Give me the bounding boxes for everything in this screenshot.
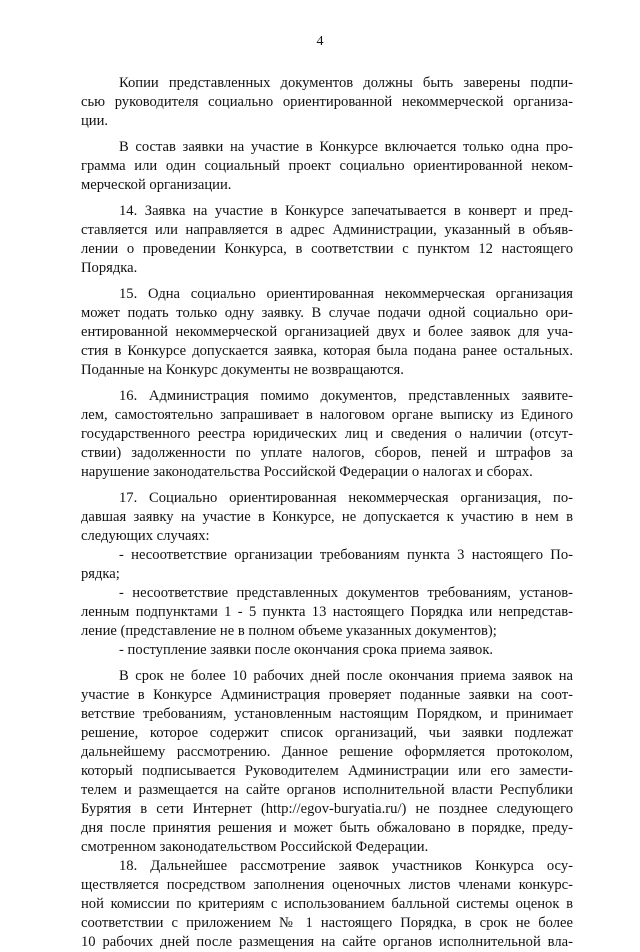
text-line: 16. Администрация помимо документов, представленных заявите- — [119, 388, 573, 404]
paragraph — [81, 387, 573, 482]
text-line: Копии представленных документов должны быть заверены подпи- — [119, 75, 573, 91]
text-line: Поданные на Конкурс документы не возвращаются. — [81, 362, 404, 378]
text-line: ствии) задолженности по уплате налогов, сборов, пеней и штрафов за — [81, 445, 573, 461]
text-line: - несоответствие представленных документов требованиям, установ- — [119, 585, 573, 601]
text-line: смотренном законодательством Российской Федерации. — [81, 839, 429, 855]
text-line: ществляется посредством заполнения оценочных листов членами конкурс- — [81, 877, 573, 893]
text-line: В состав заявки на участие в Конкурсе включается только одна про- — [119, 139, 573, 155]
text-line: ветствие требованиям, установленным настоящим Порядком, и принимает — [81, 706, 573, 722]
text-line: следующих случаях: — [81, 528, 210, 544]
text-line: - несоответствие организации требованиям пункта 3 настоящего По- — [119, 547, 573, 563]
paragraph — [81, 74, 573, 131]
text-line: давшая заявку на участие в Конкурсе, не допускается к участию в нем в — [81, 509, 573, 525]
text-line: Бурятия в сети Интернет (http://egov-buryatia.ru/) не позднее следующего — [81, 801, 573, 817]
text-line: решение, которое содержит список организаций, чьи заявки подлежат — [81, 725, 573, 741]
text-line: дня после принятия решения и может быть обжаловано в порядке, преду- — [81, 820, 573, 836]
list-item — [81, 641, 573, 660]
paragraph — [81, 285, 573, 380]
list-item — [81, 546, 573, 584]
text-line: 14. Заявка на участие в Конкурсе запечатывается в конверт и пред- — [119, 203, 573, 219]
text-line: сью руководителя социально ориентированной некоммерческой организа- — [81, 94, 573, 110]
text-line: нарушение законодательства Российской Федерации о налогах и сборах. — [81, 464, 533, 480]
text-line: грамма или один социальный проект социально ориентированной неком- — [81, 158, 573, 174]
text-line: ентированной некоммерческой организацией двух и более заявок для уча- — [81, 324, 573, 340]
text-line: телем и размещается на сайте органов исполнительной власти Республики — [81, 782, 573, 798]
text-line: рядка; — [81, 566, 120, 582]
page-number: 4 — [316, 34, 324, 49]
paragraph — [81, 667, 573, 857]
text-line: соответствии с приложением № 1 настоящего Порядка, в срок не более — [81, 915, 573, 931]
text-line: ленным подпунктами 1 - 5 пункта 13 настоящего Порядка или непредстав- — [81, 604, 573, 620]
text-line: В срок не более 10 рабочих дней после окончания приема заявок на — [119, 668, 573, 684]
text-line: ции. — [81, 113, 109, 129]
list-item — [81, 584, 573, 641]
paragraph — [81, 138, 573, 195]
paragraph — [81, 489, 573, 546]
text-line: Порядка. — [81, 260, 138, 276]
text-line: мерческой организации. — [81, 177, 232, 193]
text-line: 10 рабочих дней после размещения на сайте органов исполнительной вла- — [81, 934, 573, 950]
text-line: лем, самостоятельно запрашивает в налоговом органе выписку из Единого — [81, 407, 573, 423]
text-line: дальнейшему рассмотрению. Данное решение оформляется протоколом, — [81, 744, 573, 760]
text-line: ставляется или направляется в адрес Администрации, указанный в объяв- — [81, 222, 573, 238]
text-line: стия в Конкурсе допускается заявка, которая была подана ранее остальных. — [81, 343, 573, 359]
document-body — [81, 74, 573, 952]
text-line: участие в Конкурсе Администрация проверяет поданные заявки на соот- — [81, 687, 573, 703]
text-line: который подписывается Руководителем Администрации или его замести- — [81, 763, 573, 779]
text-line: ление (представление не в полном объеме указанных документов); — [81, 623, 497, 639]
text-line: лении о проведении Конкурса, в соответствии с пунктом 12 настоящего — [81, 241, 573, 257]
text-line: - поступление заявки после окончания срока приема заявок. — [119, 642, 494, 658]
text-line: может подать только одну заявку. В случае подачи одной социально ори- — [81, 305, 573, 321]
text-line: государственного реестра юридических лиц и сведения о наличии (отсут- — [81, 426, 573, 442]
text-line: 15. Одна социально ориентированная некоммерческая организация — [119, 286, 573, 302]
text-line: 17. Социально ориентированная некоммерческая организация, по- — [119, 490, 573, 506]
text-line: 18. Дальнейшее рассмотрение заявок участников Конкурса осу- — [119, 858, 573, 874]
paragraph — [81, 202, 573, 278]
text-line: ной комиссии по критериям с использованием балльной системы оценок в — [81, 896, 573, 912]
